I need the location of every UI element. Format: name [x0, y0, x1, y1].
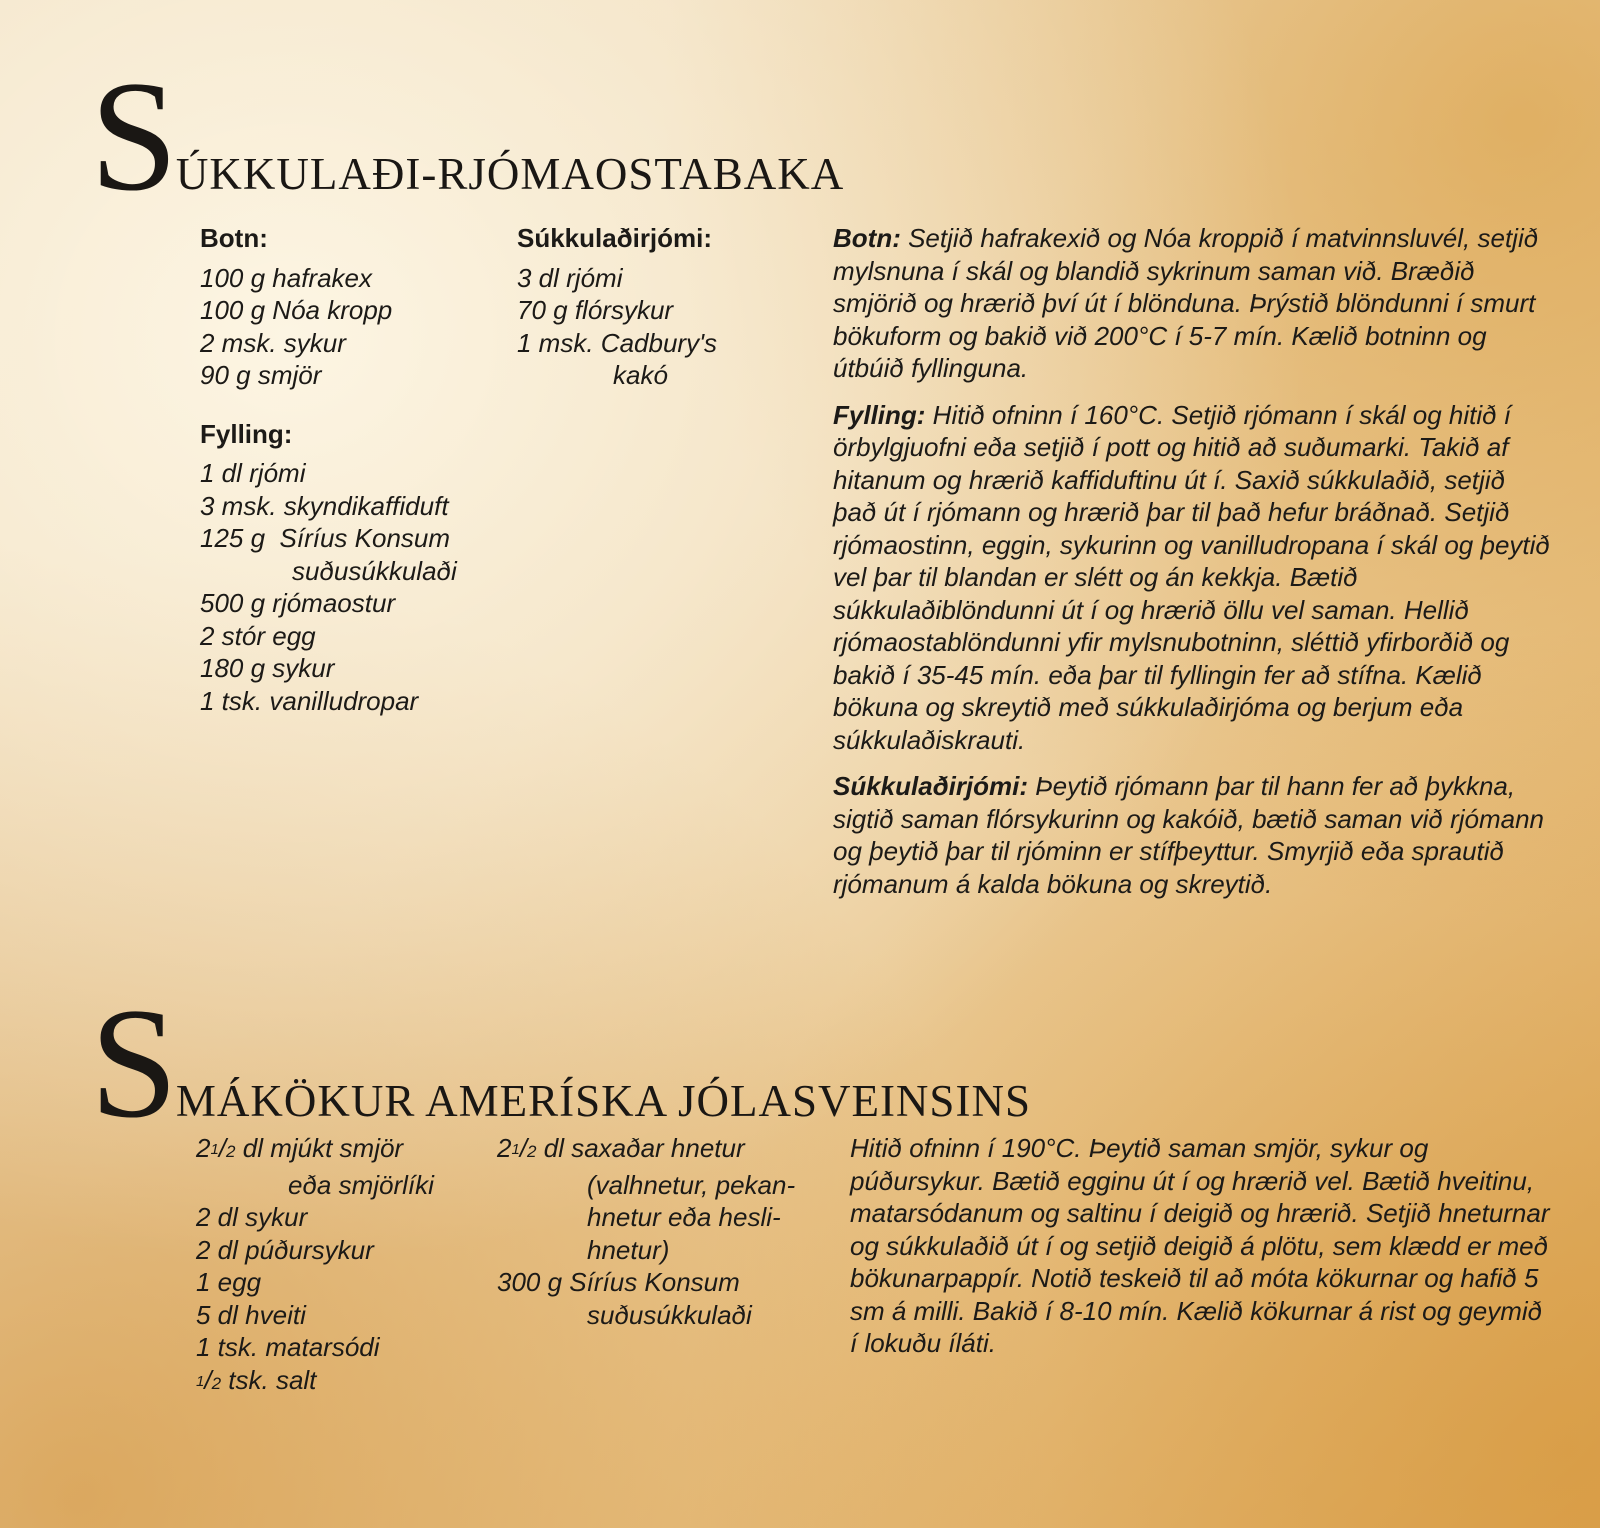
ingredient: $2^1/2$ dl saxaðar hnetur [497, 1133, 745, 1163]
ingredient: $2^1/2$ dl mjúkt smjör [196, 1133, 404, 1163]
ingredient: 300 g Síríus Konsum [497, 1267, 740, 1297]
ingredient: 125 g Síríus Konsum [200, 523, 451, 553]
recipe1-title-rest: ÚKKULAÐI-RJÓMAOSTABAKA [175, 149, 845, 199]
ingredient: 100 g hafrakex [200, 262, 373, 293]
recipe2-ingredients-col2 [497, 1132, 827, 1331]
recipe1-title [90, 49, 845, 224]
recipe1-method [833, 222, 1555, 914]
recipe2-title-initial: S [90, 976, 174, 1151]
ingredient: 180 g sykur [200, 653, 335, 683]
ingredient: 500 g rjómaostur [200, 588, 396, 618]
recipe1-title-initial: S [90, 49, 174, 224]
ingredient-continuation: suðusúkkulaði [587, 1299, 752, 1330]
recipe1-sukkuladirjomi-heading: Súkkulaðirjómi: [517, 223, 713, 253]
recipe1-ingredients-col2 [517, 222, 797, 392]
ingredient: 1 tsk. matarsódi [196, 1332, 380, 1362]
recipe2-method [850, 1132, 1555, 1374]
method-label: Fylling: [833, 399, 926, 430]
recipe2-ingredients-col1 [196, 1132, 496, 1400]
method-label: Botn: [833, 223, 901, 253]
method-text: Hitið ofninn í 160°C. Setjið rjómann í skál og hitið í örbylgjuofni eða setjið í pott og hitið að suðumarki. Takið af hitanum og hrærið kaffiduftinu út í. Saxið súkkulaðið, setjið það út í rjómann og hrærið þar til það hefur bráðnað. Setjið rjómaostinn, eggin, sykurinn og vanilludropana í skál og þeytið vel þar til blandan er slétt og án kekkja. Bætið súkkulaðiblöndunni út í og hrærið öllu vel saman. Hellið rjómaostablöndunni yfir mylsnubotninn, sléttið yfirborðið og bakið í 35-45 mín. eða þar til fyllingin fer að stífna. Kælið bökuna og skreytið með súkkulaðirjóma og berjum eða súkkulaðiskrauti. [833, 399, 1550, 755]
recipe1-botn-heading: Botn: [200, 223, 268, 253]
ingredient: 90 g smjör [200, 360, 322, 390]
ingredient-continuation: suðusúkkulaði [292, 555, 457, 586]
method-text: Setjið hafrakexið og Nóa kroppið í matvinnsluvél, setjið mylsnuna í skál og blandið sykrinum saman við. Bræðið smjörið og hrærið því út í blönduna. Þrýstið blöndunni í smurt bökuform og bakið við 200°C í 5-7 mín. Kælið botninn og útbúið fyllinguna. [833, 223, 1539, 383]
ingredient-continuation: hnetur eða hesli- [587, 1202, 781, 1232]
ingredient-continuation: hnetur) [587, 1234, 670, 1265]
recipe1-method-fylling [833, 399, 1555, 757]
ingredient-continuation: (valhnetur, pekan- [587, 1169, 796, 1200]
ingredient: 1 egg [196, 1267, 262, 1297]
recipe1-fylling-heading: Fylling: [200, 418, 293, 449]
method-text: Þeytið rjómann þar til hann fer að þykkna, sigtið saman flórsykurinn og kakóið, bætið saman við rjómann og þeytið þar til rjóminn er stífþeyttur. Smyrjið eða sprautið rjómanum á kalda bökuna og skreytið. [833, 771, 1545, 899]
ingredient: 5 dl hveiti [196, 1299, 306, 1330]
method-label: Súkkulaðirjómi: [833, 771, 1029, 801]
recipe1-method-botn [833, 222, 1555, 385]
ingredient-continuation: kakó [613, 360, 668, 390]
ingredient: 2 msk. sykur [200, 327, 346, 358]
recipe1-ingredients-col1 [200, 222, 500, 717]
ingredient: 1 tsk. vanilludropar [200, 685, 419, 716]
ingredient: 2 dl sykur [196, 1202, 308, 1232]
recipe2-method-text: Hitið ofninn í 190°C. Þeytið saman smjör, sykur og púðursykur. Bætið egginu út í og hrærið vel. Bætið hveitinu, matarsódanum og saltinu í deigið og hrærið. Setjið hneturnar og súkkulaðið út í og setjið deigið á plötu, sem klædd er með bökunarpappír. Notið teskeið til að móta kökurnar og hafið 5 sm á milli. Bakið í 8-10 mín. Kælið kökurnar á rist og geymið í lokuðu íláti. [850, 1133, 1550, 1358]
ingredient: $^1$/2 tsk. salt [196, 1364, 317, 1395]
recipe1-method-sukkuladirjomi [833, 770, 1555, 900]
recipe2-title-rest: MÁKÖKUR AMERÍSKA JÓLASVEINSINS [175, 1076, 1031, 1126]
ingredient: 3 dl rjómi [517, 262, 623, 293]
ingredient: 2 dl púðursykur [196, 1234, 374, 1265]
ingredient: 1 dl rjómi [200, 458, 306, 488]
ingredient: 100 g Nóa kropp [200, 295, 393, 325]
ingredient-continuation: eða smjörlíki [288, 1169, 434, 1200]
ingredient: 1 msk. Cadbury's [517, 327, 718, 358]
ingredient: 70 g flórsykur [517, 295, 674, 325]
ingredient: 3 msk. skyndikaffiduft [200, 490, 449, 521]
ingredient: 2 stór egg [200, 620, 316, 651]
